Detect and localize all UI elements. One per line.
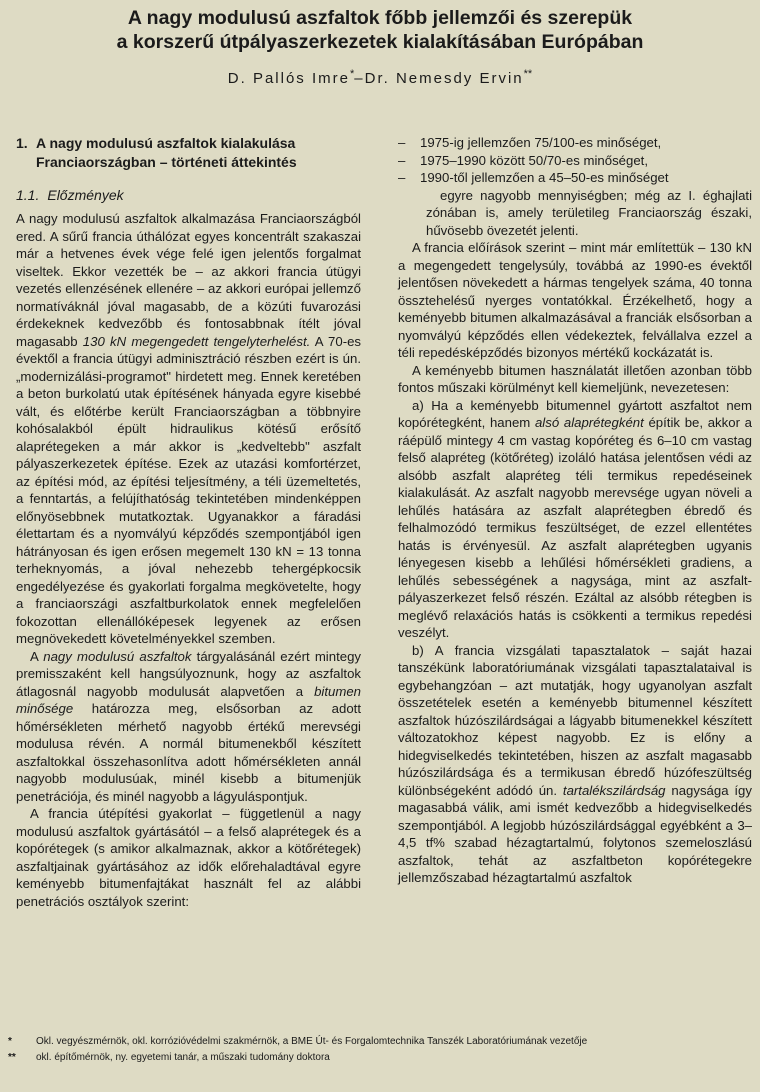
emphasis: alsó alaprétegként	[534, 415, 644, 430]
footnote-mark: *	[8, 1036, 12, 1047]
subsection-title: Előzmények	[47, 187, 124, 203]
list-dash: –	[398, 135, 406, 150]
footnote	[8, 1050, 753, 1066]
paragraph: A francia útépítési gyakorlat – függetlenül a nagy modulusú aszfaltok gyártásától – a felső alaprétegek és a kopórétegek (s amikor alkalmaznak, akkor a kötőrétegek) aszfaltjainak gyártásához az idők előrehaladtával egyre keményebb bitumenfajtákat használt fel az alábbi penetrációs osztályok szerint:	[16, 806, 361, 909]
list-item-text: 1975–1990 között 50/70-es minőséget,	[420, 152, 649, 168]
footnote	[8, 1034, 753, 1050]
list-item-text: 1975-ig jellemzően 75/100-es minőséget,	[420, 135, 662, 150]
paragraph-text: A 70-es évektől a francia útügyi adminisztráció részben ezért is ún. „modernizálási-programot" hirdetett meg. Ennek keretében a beton burkolatú utak építésének hányada egyre kisebbé vált, és előtérbe került Franciaországban a többnyire kohósalakból épült hidraulikus kötésű erősítő alaprétegeken a már akkor is „kedveltebb" aszfalt pályaszerkezetek építése. Ezek az utazási komfortérzet, az építési mód, az építési teljesítmény, a téli üzemeltetés, a fenntartás, a felújíthatóság tekintetében mindenképpen előnyösebbnek mutatkoztak. Ugyanakkor a fáradási élettartam és a nyomvályú képződés szempontjából igen hátrányosan és igen erősen megemelt 130 kN = 13 tonna terheknyomás, a jóval nehezebb tehergépkocsik engedélyezése és gyakorlati forgalma megkövetelte, hogy a franciaországi aszfaltburkolatok ennek megfelelően fokozottan ellenállóképesek legyenek az erősen megnövekedett követelményekkel szemben.	[16, 333, 362, 646]
author-2: Dr. Nemesdy Ervin	[364, 70, 524, 87]
author-line	[0, 68, 760, 87]
paragraph-text: tárgyalásánál ezért mintegy premisszaként kell hangsúlyoznunk, hogy az aszfaltok átlagosnál nagyobb modulusát alapvetően a	[16, 648, 361, 699]
emphasis: 130 kN megengedett tengelyterhelést.	[82, 333, 311, 349]
footnotes	[8, 1034, 753, 1066]
list-item-text: 1990-től jellemzően a 45–50-es minőséget	[420, 170, 669, 185]
paragraph-text: a) Ha a keményebb bitumennel gyártott aszfaltot nem kopórétegként, hanem	[398, 397, 752, 430]
list-dash: –	[398, 152, 406, 168]
subsection-heading	[16, 186, 361, 205]
paragraph	[16, 648, 361, 806]
emphasis: bitumen minősége	[16, 683, 361, 716]
article-title	[0, 6, 760, 54]
paragraph	[398, 397, 752, 642]
author-separator: –	[354, 70, 365, 87]
paragraph-text: határozza meg, elsősorban az adott hőmérsékleten mérhető nagyobb értékű merevségi modulusa révén. A normál bitumenekből készített aszfaltokkal összehasonlítva adott hőmérsékleten annál nagyobb modulusúak, minél kisebb a bitumenjük penetrációja, és minél nagyobb a lágyuláspontjuk.	[16, 701, 361, 804]
right-column	[398, 134, 752, 887]
author-1-mark: *	[349, 68, 355, 80]
list-item	[398, 134, 752, 152]
footnote-text: okl. építőmérnök, ny. egyetemi tanár, a műszaki tudomány doktora	[36, 1052, 330, 1063]
paragraph: A francia előírások szerint – mint már említettük – 130 kN a megengedett tengelysúly, továbbá az 1990-es évektől jelentősen növekedett a hármas tengelyek száma, 40 tonna össztehelésű nyerges vontatókkal. Érzékelhető, hogy a keményebb bitumen alkalmazásával a franciák elsősorban a nyomvályú képződés ellen védekeztek, felvállalva ezzel a téli repedésképződés bizonyos mértékű kockázatát is.	[398, 240, 752, 360]
list-item	[398, 169, 752, 187]
author-2-mark: **	[523, 68, 533, 80]
paragraph	[398, 642, 752, 887]
paragraph-text: A nagy modulusú aszfaltok alkalmazása Franciaországból ered. A sűrű francia úthálózat egyes koncentrált szakaszai már a hetvenes évek vége felé igen jelentős forgalmat viseltek. Ekkor vezették be – az akkori francia útügyi vezetés ellenzésének ellenére – az akkori európai jellemző normatíváknál jóval magasabb, de a közúti fuvarozási érdekeknek kedvezőbb és fontosabbnak ítélt jóval magasabb	[16, 211, 361, 349]
paragraph-text: építik be, akkor a ráépülő mintegy 4 cm vastag kopóréteg és 6–10 cm vastag felső alapréteg (kötőréteg) izoláló hatása jelentősen védi az alsóbb aszfalt alapréteg téli termikus repedéseinek kialakulását. Az aszfalt nagyobb merevsége ugyan növeli a lehűlés hatására az aszfalt alaprétegben ébredő és felhalmozódó termikus feszültséget, de ezzel ellentétes hatás is érvényesül. Az aszfalt alaprétegben ugyanis lényegesen kisebb a lehűlési hőmérsékleti gradiens, a lehűlés sebességének a nagysága, mint az aszfalt-pályaszerkezet felső részén. Ezáltal az alsóbb rétegben is meglévő relaxációs hatás is csökkenti a termikus repedési veszélyt.	[398, 415, 752, 640]
list-item	[398, 152, 752, 170]
author-1: D. Pallós Imre	[227, 70, 350, 87]
list-dash: –	[398, 170, 406, 185]
paragraph-text: A	[30, 648, 44, 664]
section-number: 1.	[16, 135, 28, 151]
list-continuation: egyre nagyobb mennyiségben; még az I. éghajlati zónában is, amely területileg Franciaország északi, hűvösebb övezetét jelenti.	[426, 187, 752, 238]
left-column	[16, 134, 361, 910]
paragraph-text: nagysága így magasabbá válik, ami ismét kedvezőbb a hidegviselkedés szempontjából. A legjobb húzószilárdsággal egyébként a 3–4,5 tf% szabad hézagtartalmú, folytonos szemeloszlású aszfaltok, tehát az aszfaltbeton kopórétegekre jellemzőszabad hézagtartalmú aszfaltok	[398, 782, 752, 885]
emphasis: nagy modulusú aszfaltok	[43, 648, 192, 664]
title-line-2: a korszerű útpályaszerkezetek kialakításában Európában	[116, 31, 644, 53]
subsection-number: 1.1.	[16, 187, 40, 203]
title-line-1: A nagy modulusú aszfaltok főbb jellemzői és szerepük	[127, 7, 633, 29]
emphasis: tartalékszilárdság	[562, 782, 666, 798]
footnote-text: Okl. vegyészmérnök, okl. korrózióvédelmi szakmérnök, a BME Út- és Forgalomtechnika Tanszék Laboratóriumának vezetője	[36, 1036, 588, 1047]
section-title: A nagy modulusú aszfaltok kialakulása Franciaországban – történeti áttekintés	[36, 135, 297, 170]
paragraph	[16, 210, 361, 648]
paragraph: A keményebb bitumen használatát illetően azonban több fontos műszaki körülményt kell kiemeljünk, nevezetesen:	[398, 362, 752, 395]
footnote-mark: **	[8, 1052, 16, 1063]
penetration-list	[398, 134, 752, 187]
section-heading	[16, 134, 361, 172]
paragraph-text: b) A francia vizsgálati tapasztalatok – saját hazai tanszékünk laboratóriumának vizsgálati tapasztalataival is egybehangzóan – azt mutatják, hogy ugyanolyan aszfalt összetételek esetén a keményebb bitumennel készített aszfaltok húzószilárdságai a lágyabb bitumenekkel készített változatokhoz képest nagyobb. Ez is előny a hidegviselkedés tekintetében, hiszen az aszfalt magasabb húzószilárdsága és a termikusan ébredő húzófeszültség különbségeként adódó ún.	[398, 642, 752, 798]
